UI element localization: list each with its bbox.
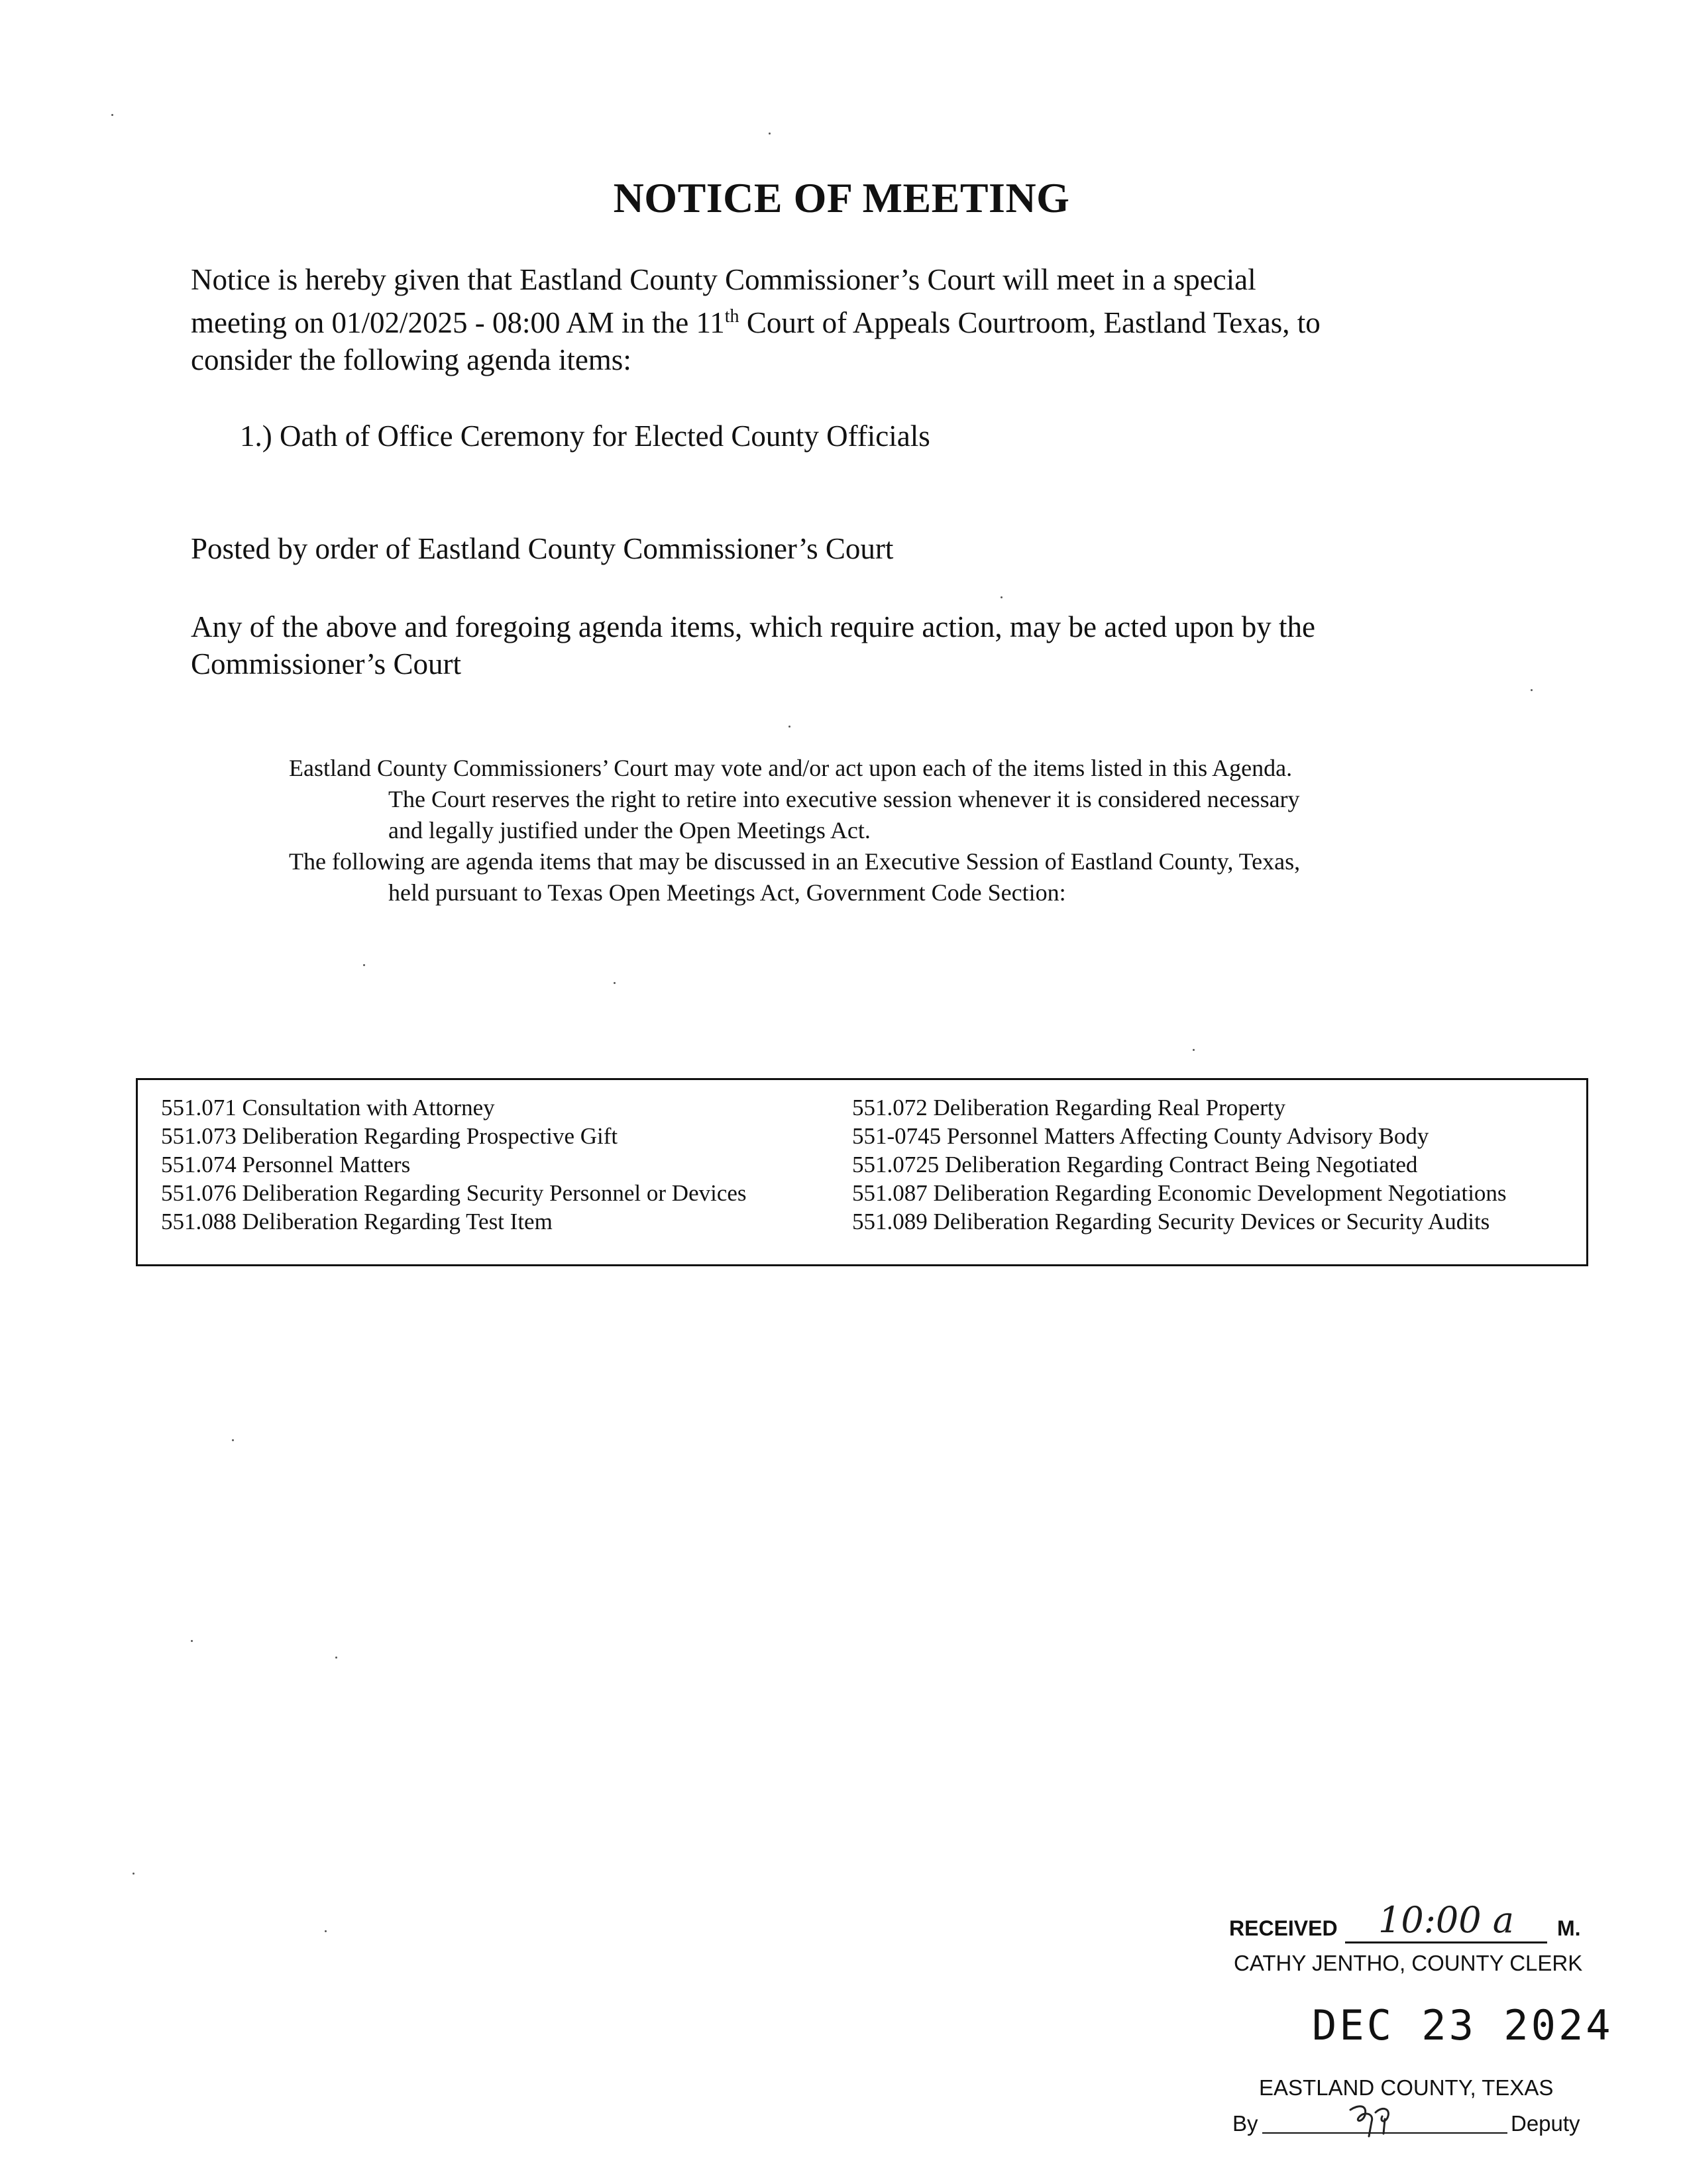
- fine-print-line: The Court reserves the right to retire into executive session whenever it is considered necessary: [388, 786, 1300, 812]
- fine-print-line: Eastland County Commissioners’ Court may vote and/or act upon each of the items listed in this Agenda.: [289, 755, 1293, 781]
- action-line: Commissioner’s Court: [191, 647, 461, 681]
- scan-speck: [614, 982, 616, 984]
- action-line: Any of the above and foregoing agenda items, which require action, may be acted upon by the: [191, 610, 1315, 643]
- scan-speck: [788, 726, 790, 728]
- intro-text: Court of Appeals Courtroom, Eastland Texas, to: [739, 306, 1321, 339]
- deputy-label: Deputy: [1511, 2111, 1580, 2136]
- received-label: RECEIVED: [1229, 1916, 1338, 1940]
- intro-paragraph: [191, 261, 1516, 378]
- posted-statement: Posted by order of Eastland County Commissioner’s Court: [191, 532, 894, 565]
- section-item: 551.089 Deliberation Regarding Security Devices or Security Audits: [852, 1209, 1490, 1234]
- received-time-handwritten: 10:00 a: [1378, 1899, 1514, 1941]
- section-item: 551.072 Deliberation Regarding Real Property: [852, 1095, 1286, 1120]
- section-item: 551.074 Personnel Matters: [161, 1152, 411, 1177]
- intro-line: consider the following agenda items:: [191, 343, 631, 376]
- intro-line: [191, 298, 1516, 341]
- scan-speck: [111, 114, 113, 116]
- section-item: 551.071 Consultation with Attorney: [161, 1095, 495, 1120]
- agenda-item: 1.) Oath of Office Ceremony for Elected County Officials: [240, 419, 930, 453]
- received-underline: [1345, 1941, 1547, 1943]
- scan-speck: [769, 133, 771, 135]
- section-item: 551-0745 Personnel Matters Affecting County Advisory Body: [852, 1123, 1429, 1149]
- scan-speck: [1531, 689, 1533, 691]
- superscript: th: [724, 306, 739, 327]
- scan-speck: [325, 1930, 327, 1932]
- action-paragraph: [191, 608, 1516, 682]
- fine-print-line: The following are agenda items that may be discussed in an Executive Session of Eastland County, Texas,: [289, 848, 1301, 875]
- section-item: 551.0725 Deliberation Regarding Contract Being Negotiated: [852, 1152, 1418, 1177]
- scan-speck: [1001, 596, 1003, 598]
- deputy-signature: [1345, 2099, 1405, 2142]
- county-name: EASTLAND COUNTY, TEXAS: [1259, 2075, 1554, 2100]
- scan-speck: [363, 964, 365, 966]
- fine-print-line: and legally justified under the Open Meetings Act.: [388, 817, 871, 844]
- sections-right-column: [852, 1093, 1507, 1236]
- scan-speck: [335, 1657, 337, 1659]
- section-item: 551.076 Deliberation Regarding Security Personnel or Devices: [161, 1180, 747, 1206]
- stamp-date: DEC 23 2024: [1312, 2001, 1613, 2049]
- intro-line: Notice is hereby given that Eastland County Commissioner’s Court will meet in a special: [191, 263, 1256, 296]
- section-item: 551.088 Deliberation Regarding Test Item: [161, 1209, 553, 1234]
- intro-text: meeting on 01/02/2025 - 08:00 AM in the 11: [191, 306, 725, 339]
- county-clerk-name: CATHY JENTHO, COUNTY CLERK: [1234, 1951, 1583, 1975]
- scan-speck: [1193, 1049, 1195, 1051]
- section-item: 551.087 Deliberation Regarding Economic Development Negotiations: [852, 1180, 1507, 1206]
- fine-print-line: held pursuant to Texas Open Meetings Act, Government Code Section:: [388, 879, 1066, 906]
- scan-speck: [232, 1439, 234, 1441]
- scan-speck: [191, 1640, 193, 1642]
- executive-sections-table: [136, 1078, 1588, 1266]
- signature-scribble-icon: [1345, 2099, 1405, 2139]
- sections-left-column: [161, 1093, 747, 1236]
- section-item: 551.073 Deliberation Regarding Prospective Gift: [161, 1123, 618, 1149]
- received-suffix: M.: [1557, 1916, 1581, 1940]
- page-title: NOTICE OF MEETING: [613, 174, 1070, 221]
- by-label: By: [1232, 2111, 1258, 2136]
- scan-speck: [133, 1873, 135, 1875]
